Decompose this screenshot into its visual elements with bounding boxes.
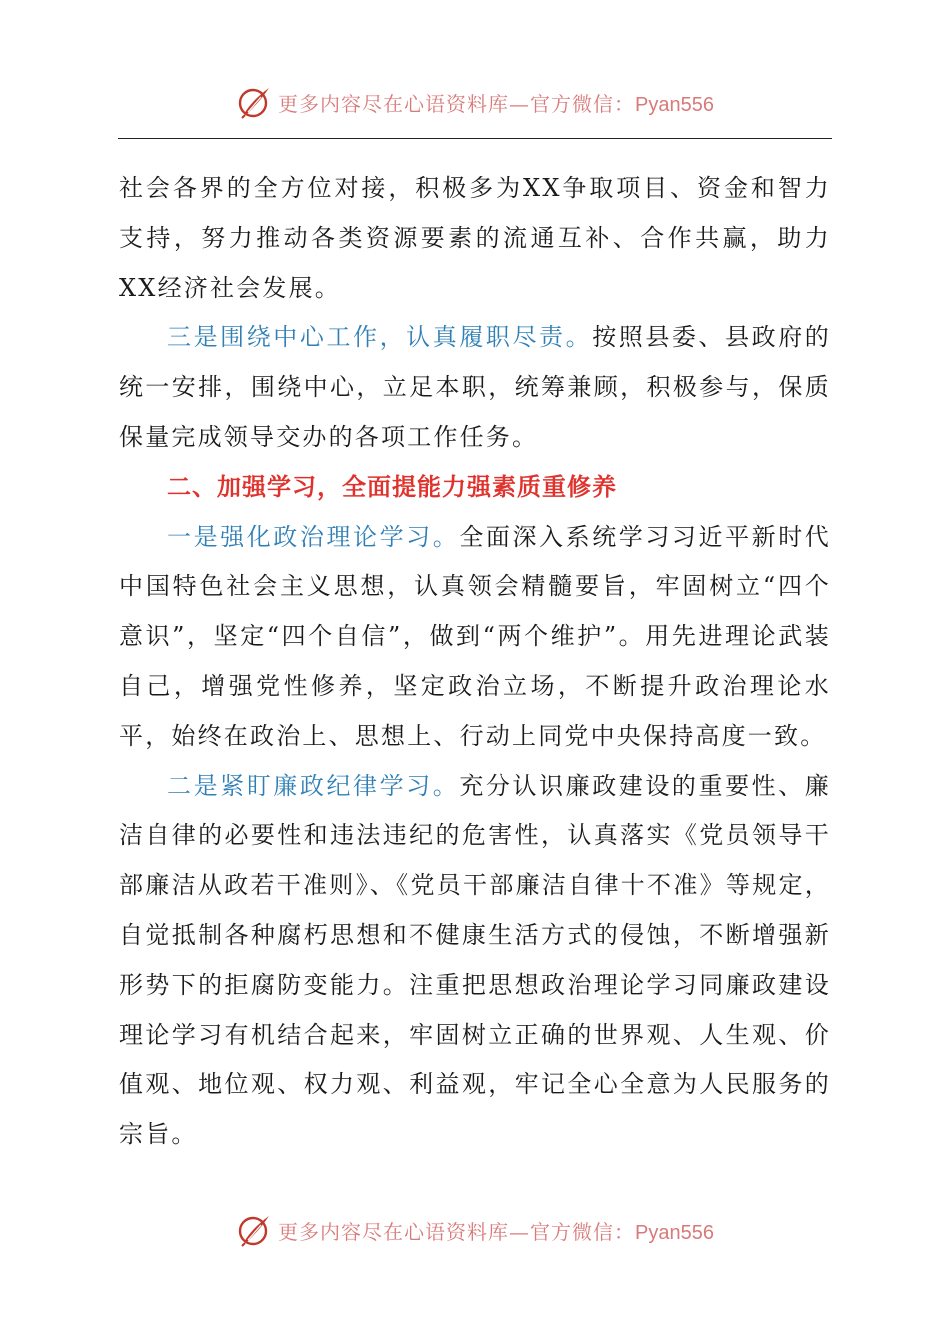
quill-pen-circle-icon <box>236 1212 272 1248</box>
watermark-cn-text: 更多内容尽在心语资料库—官方微信： <box>278 91 636 116</box>
paragraph-political-theory <box>119 513 831 762</box>
document-body <box>119 164 831 1160</box>
paragraph-central-work <box>119 313 831 462</box>
paragraph-text-political-theory: 全面深入系统学习习近平新时代中国特色社会主义思想，认真领会精髓要旨，牢固树立“四个意识”，坚定“四个自信”，做到“两个维护”。用先进理论武装自己，增强党性修养，坚定政治立场，不断提升政治理论水平，始终在政治上、思想上、行动上同党中央保持高度一致。 <box>119 522 831 750</box>
section-heading-study: 二、加强学习，全面提能力强素质重修养 <box>167 472 617 501</box>
paragraph-text-integrity-discipline: 充分认识廉政建设的重要性、廉洁自律的必要性和违法违纪的危害性，认真落实《党员领导干部廉洁从政若干准则》、《党员干部廉洁自律十不准》等规定，自觉抵制各种腐朽思想和不健康生活方式的侵蚀，不断增强新形势下的拒腐防变能力。注重把思想政治理论学习同廉政建设理论学习有机结合起来，牢固树立正确的世界观、人生观、价值观、地位观、权力观、利益观，牢记全心全意为人民服务的宗旨。 <box>119 771 831 1149</box>
paragraph-lead-integrity-discipline: 二是紧盯廉政纪律学习。 <box>167 771 460 800</box>
watermark-wechat-id: Pyan556 <box>635 1221 714 1244</box>
paragraph-lead-political-theory: 一是强化政治理论学习。 <box>167 522 460 551</box>
watermark-text <box>278 88 714 117</box>
header-divider <box>118 138 832 139</box>
quill-pen-circle-icon <box>236 84 272 120</box>
paragraph-integrity-discipline <box>119 762 831 1160</box>
paragraph-text-central-work: 按照县委、县政府的统一安排，围绕中心，立足本职，统筹兼顾，积极参与，保质保量完成领导交办的各项工作任务。 <box>119 323 831 451</box>
paragraph-continuation: 社会各界的全方位对接，积极多为XX争取项目、资金和智力支持，努力推动各类资源要素的流通互补、合作共赢，助力XX经济社会发展。 <box>119 174 831 302</box>
header-watermark <box>0 80 950 124</box>
watermark-cn-text: 更多内容尽在心语资料库—官方微信： <box>278 1219 636 1244</box>
watermark-wechat-id: Pyan556 <box>635 93 714 116</box>
footer-watermark <box>0 1208 950 1252</box>
watermark-text <box>278 1216 714 1245</box>
paragraph-lead-central-work: 三是围绕中心工作，认真履职尽责。 <box>167 323 593 352</box>
